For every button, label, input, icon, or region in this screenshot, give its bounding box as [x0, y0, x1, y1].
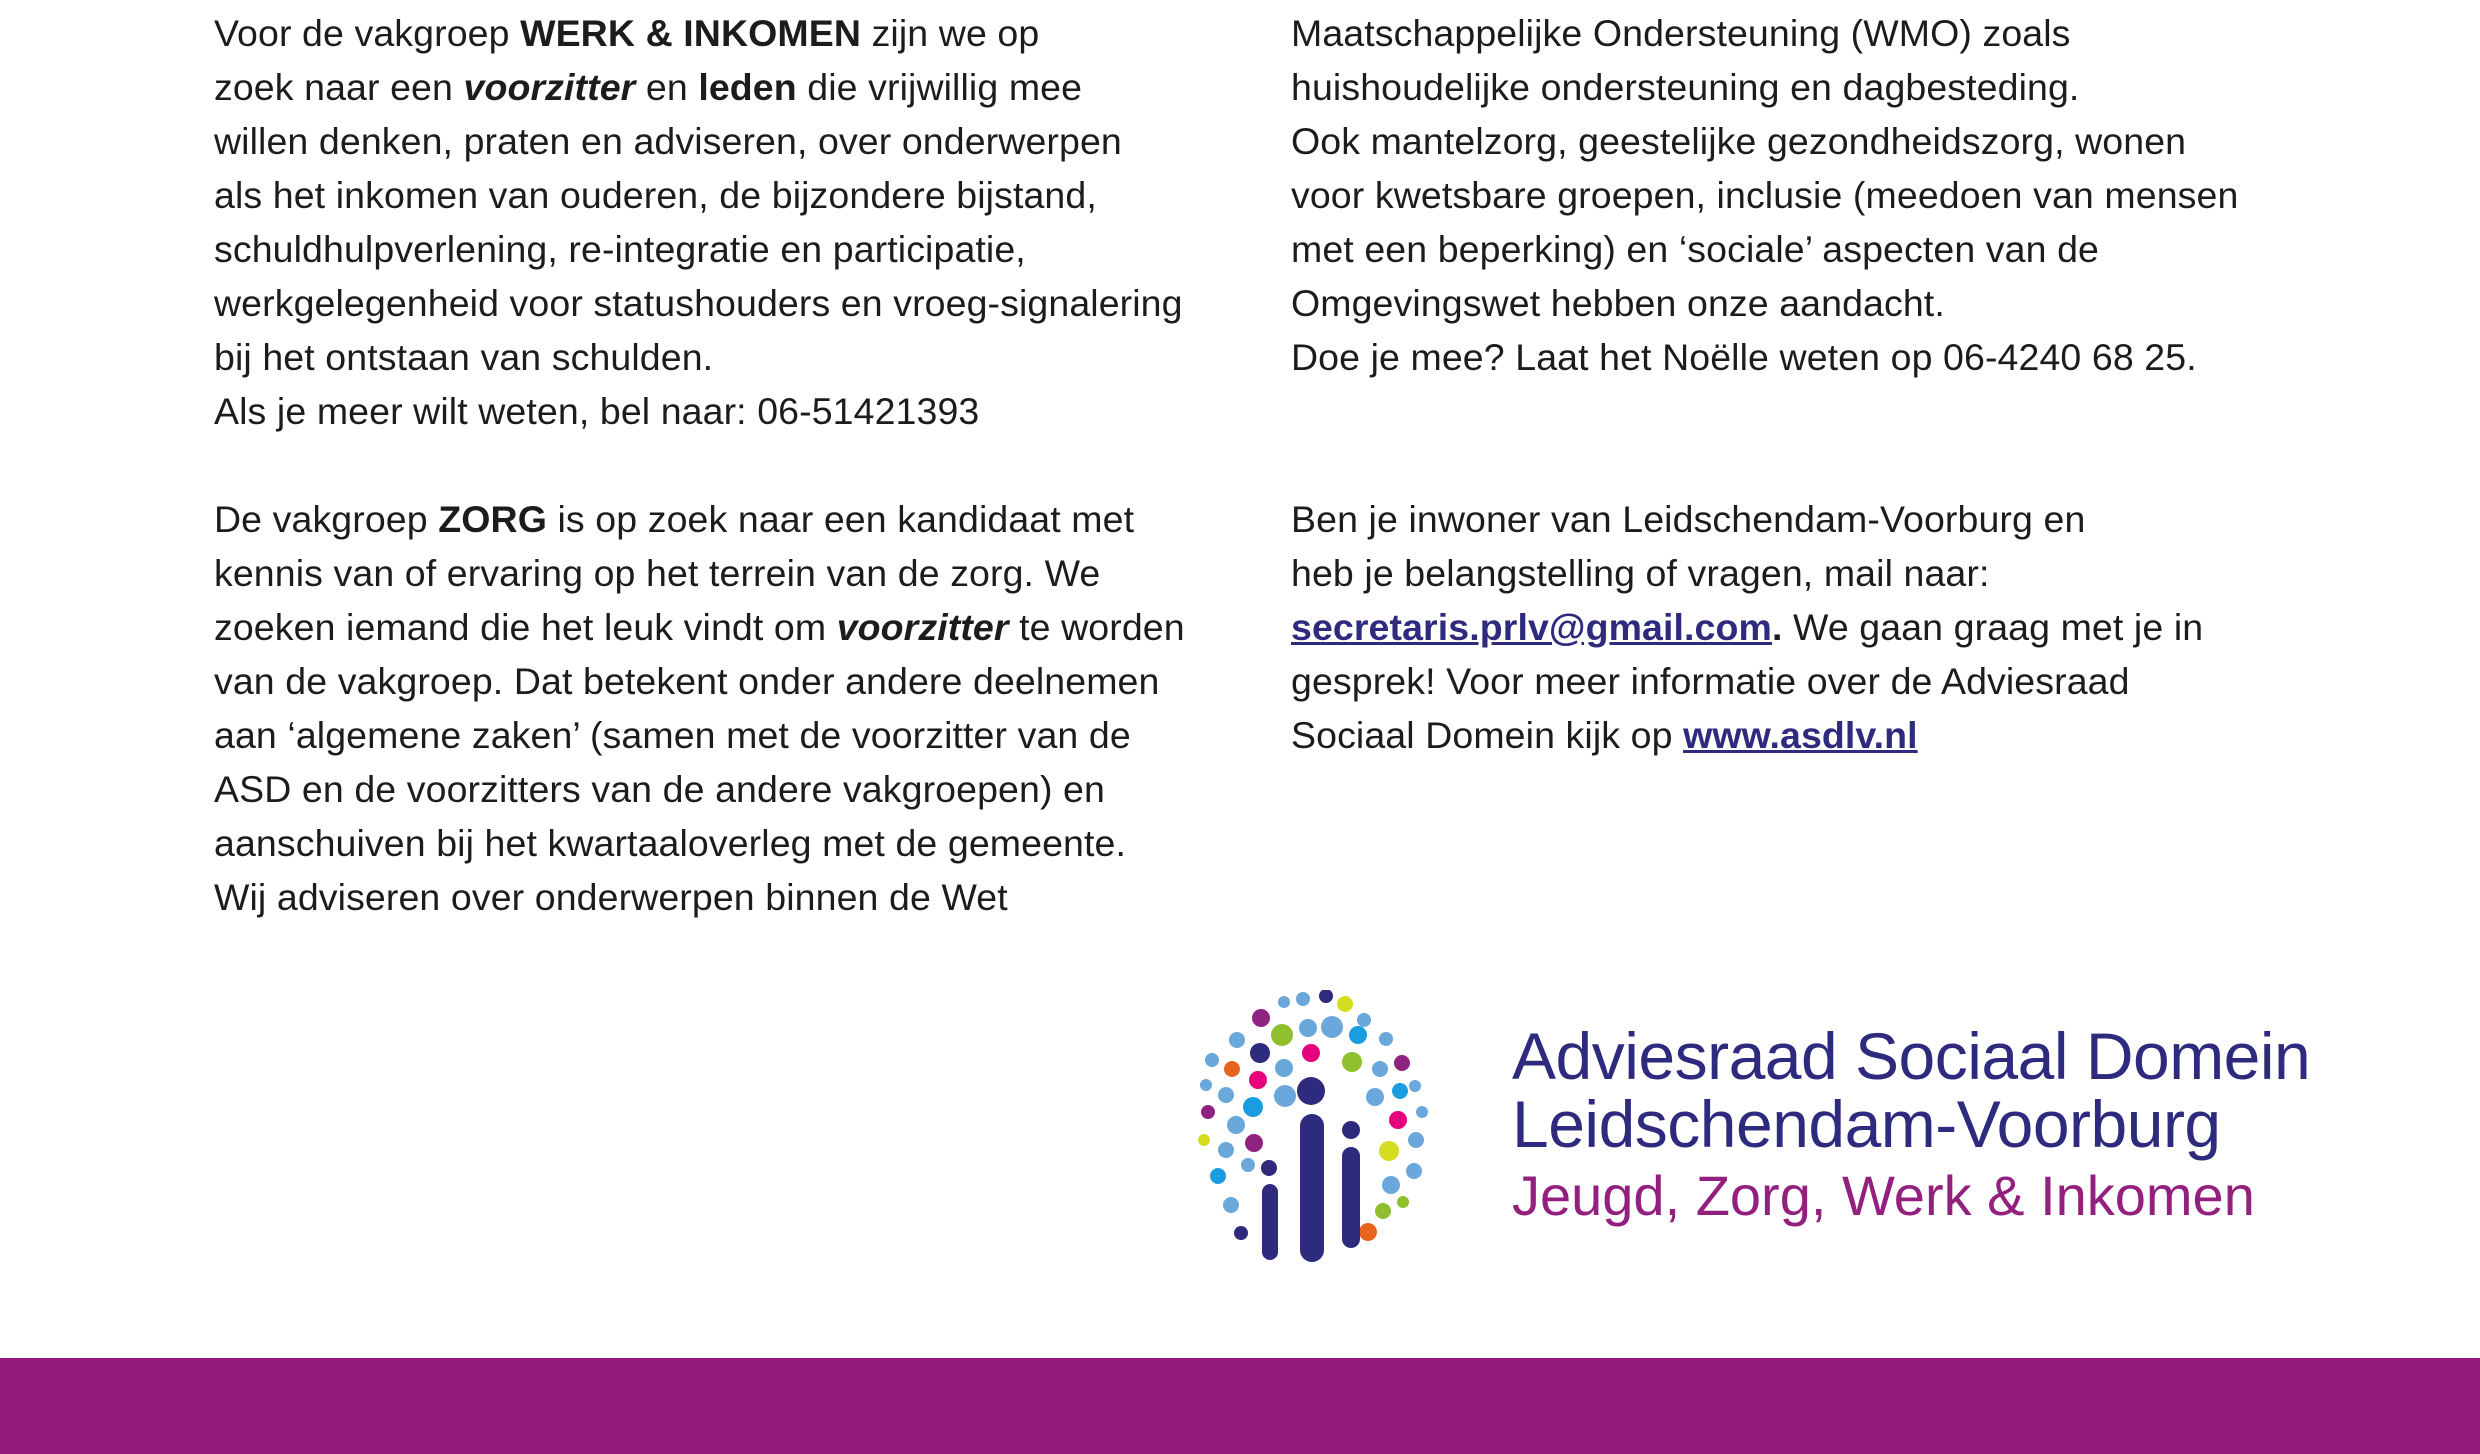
text-line: ASD en de voorzitters van de andere vakgroepen) en [214, 768, 1105, 810]
text-line: Maatschappelijke Ondersteuning (WMO) zoals [1291, 12, 2071, 54]
text-line: Wij adviseren over onderwerpen binnen de Wet [214, 876, 1008, 918]
footer-bar [0, 1358, 2480, 1454]
text-line: aanschuiven bij het kwartaaloverleg met de gemeente. [214, 822, 1126, 864]
text-line: werkgelegenheid voor statushouders en vroeg-signalering [214, 282, 1183, 324]
right-column [1291, 6, 2321, 762]
text-line: Sociaal Domein kijk op www.asdlv.nl [1291, 714, 1918, 756]
text-line: schuldhulpverlening, re-integratie en participatie, [214, 228, 1026, 270]
text-line: Omgevingswet hebben onze aandacht. [1291, 282, 1945, 324]
text-line: huishoudelijke ondersteuning en dagbesteding. [1291, 66, 2080, 108]
text-line: bij het ontstaan van schulden. [214, 336, 714, 378]
text-line: willen denken, praten en adviseren, over onderwerpen [214, 120, 1122, 162]
text-line: De vakgroep ZORG is op zoek naar een kandidaat met [214, 498, 1135, 540]
text-line: heb je belangstelling of vragen, mail naar: [1291, 552, 1990, 594]
text-line: Doe je mee? Laat het Noëlle weten op 06-4240 68 25. [1291, 336, 2197, 378]
text-line: met een beperking) en ‘sociale’ aspecten van de [1291, 228, 2099, 270]
logo-title-line2: Leidschendam-Voorburg [1512, 1087, 2221, 1161]
text-line: van de vakgroep. Dat betekent onder andere deelnemen [214, 660, 1160, 702]
text-line: kennis van of ervaring op het terrein van de zorg. We [214, 552, 1101, 594]
website-link[interactable]: www.asdlv.nl [1683, 714, 1918, 756]
figures [1261, 1077, 1360, 1262]
text-line: Ben je inwoner van Leidschendam-Voorburg en [1291, 498, 2086, 540]
logo-title-line1: Adviesraad Sociaal Domein [1512, 1019, 2311, 1093]
left-column [214, 6, 1244, 924]
text-line: als het inkomen van ouderen, de bijzondere bijstand, [214, 174, 1097, 216]
text-line: gesprek! Voor meer informatie over de Adviesraad [1291, 660, 2130, 702]
text-line: aan ‘algemene zaken’ (samen met de voorzitter van de [214, 714, 1131, 756]
email-link[interactable]: secretaris.prlv@gmail.com [1291, 606, 1772, 648]
text-line: Ook mantelzorg, geestelijke gezondheidszorg, wonen [1291, 120, 2187, 162]
text-line: Voor de vakgroep WERK & INKOMEN zijn we op [214, 12, 1040, 54]
text-line: zoek naar een voorzitter en leden die vrijwillig mee [214, 66, 1083, 108]
logo-tagline: Jeugd, Zorg, Werk & Inkomen [1512, 1164, 2255, 1227]
text-line: Als je meer wilt weten, bel naar: 06-51421393 [214, 390, 980, 432]
text-line: secretaris.prlv@gmail.com. We gaan graag met je in [1291, 606, 2204, 648]
text-line: zoeken iemand die het leuk vindt om voorzitter te worden [214, 606, 1185, 648]
text-line: voor kwetsbare groepen, inclusie (meedoen van mensen [1291, 174, 2239, 216]
logo-wordmark [1512, 1019, 2311, 1232]
